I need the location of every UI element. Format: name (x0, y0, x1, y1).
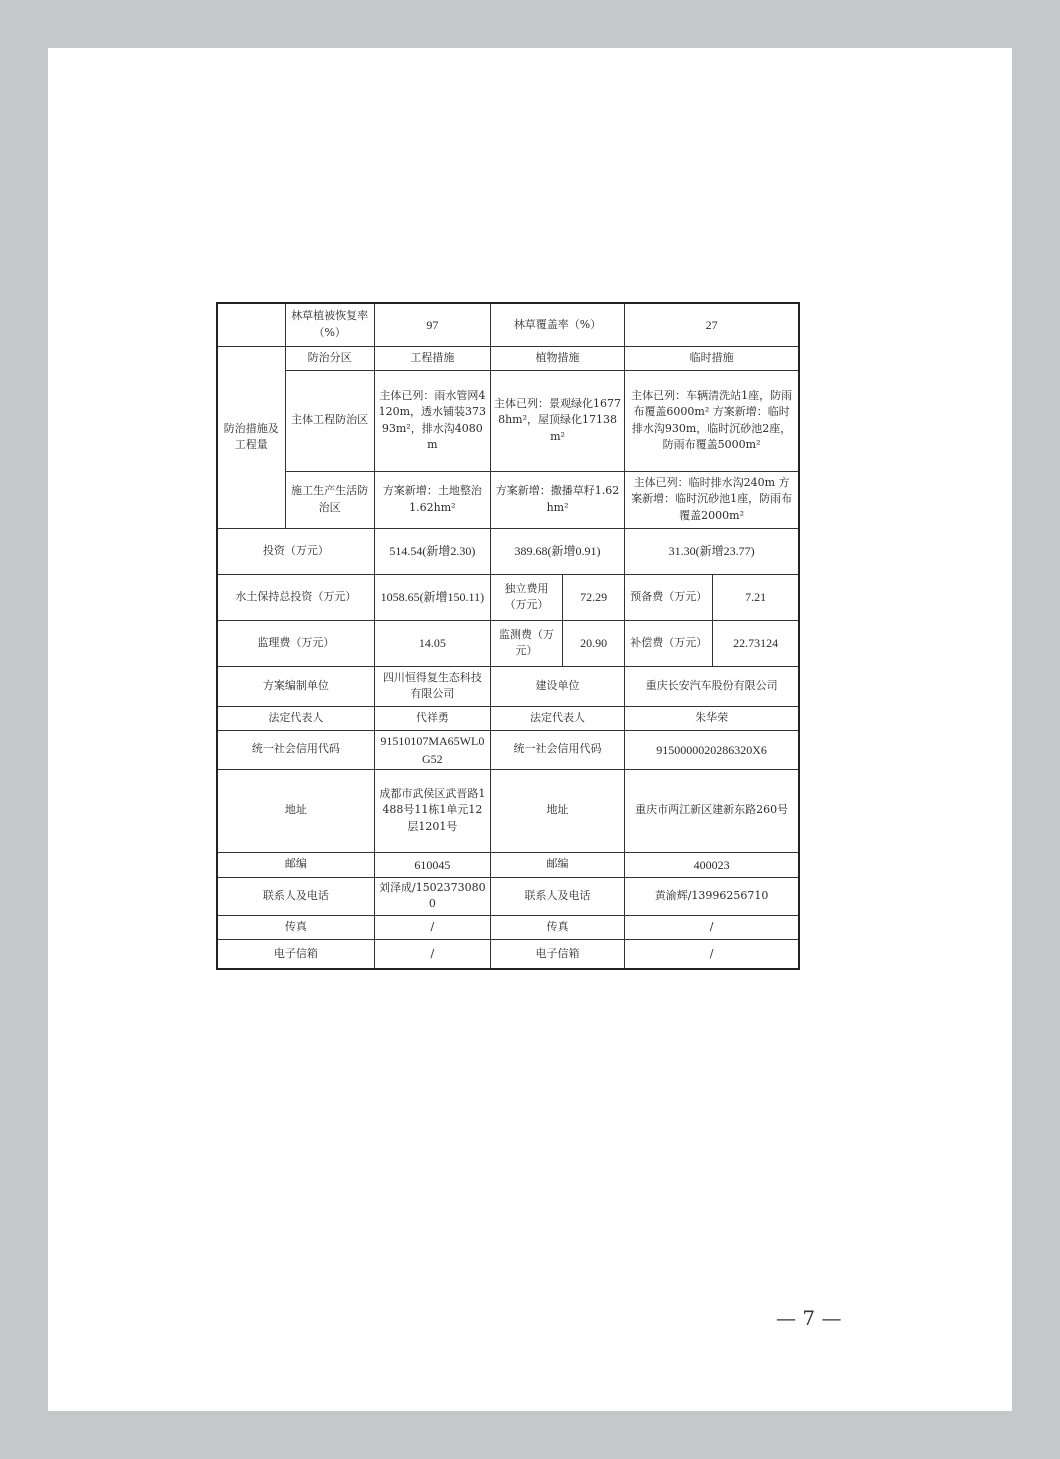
credit-code-value-2: 9150000020286320X6 (625, 730, 799, 769)
table-row (217, 706, 799, 730)
contact-label-2: 联系人及电话 (490, 877, 624, 915)
email-value: / (374, 939, 490, 969)
fax-value: / (374, 915, 490, 939)
table-row (217, 852, 799, 877)
independent-cost-label: 独立费用（万元） (490, 574, 562, 620)
soil-conservation-info-table (216, 302, 800, 970)
credit-code-value: 91510107MA65WL0G52 (374, 730, 490, 769)
vegetation-coverage-rate-label: 林草覆盖率（%） (490, 303, 624, 346)
contact-value-2: 黄渝辉/13996256710 (625, 877, 799, 915)
zone-header: 防治分区 (285, 346, 374, 370)
construction-zone: 施工生产生活防治区 (285, 471, 374, 528)
address-label: 地址 (217, 769, 374, 852)
main-engineering-measures: 主体已列：雨水管网4120m，透水铺装37393m²，排水沟4080m (374, 370, 490, 471)
postcode-value-2: 400023 (625, 852, 799, 877)
independent-cost-value: 72.29 (563, 574, 625, 620)
table-row (217, 370, 799, 471)
plan-compiler-label: 方案编制单位 (217, 666, 374, 706)
contact-label: 联系人及电话 (217, 877, 374, 915)
vegetation-coverage-rate-value: 27 (625, 303, 799, 346)
table-row (217, 528, 799, 574)
table-row (217, 303, 799, 346)
email-value-2: / (625, 939, 799, 969)
table-row (217, 769, 799, 852)
engineering-measures-header: 工程措施 (374, 346, 490, 370)
measures-label: 防治措施及工程量 (217, 346, 285, 528)
monitoring-fee-value: 20.90 (563, 620, 625, 666)
postcode-label-2: 邮编 (490, 852, 624, 877)
main-plant-measures: 主体已列：景观绿化16778hm²，屋顶绿化17138m² (490, 370, 624, 471)
credit-code-label-2: 统一社会信用代码 (490, 730, 624, 769)
supervision-fee-label: 监理费（万元） (217, 620, 374, 666)
page-number: — 7 — (776, 1306, 842, 1330)
total-investment-label: 水土保持总投资（万元） (217, 574, 374, 620)
table-row (217, 939, 799, 969)
plant-investment: 389.68(新增0.91) (490, 528, 624, 574)
compensation-fee-value: 22.73124 (713, 620, 799, 666)
vegetation-recovery-rate-value: 97 (374, 303, 490, 346)
monitoring-fee-label: 监测费（万元） (490, 620, 562, 666)
address-value: 成都市武侯区武晋路1488号11栋1单元12层1201号 (374, 769, 490, 852)
legal-rep-value: 代祥勇 (374, 706, 490, 730)
plant-measures-header: 植物措施 (490, 346, 624, 370)
credit-code-label: 统一社会信用代码 (217, 730, 374, 769)
construction-unit-label: 建设单位 (490, 666, 624, 706)
contact-value: 刘泽成/15023730800 (374, 877, 490, 915)
reserve-cost-label: 预备费（万元） (625, 574, 713, 620)
fax-label: 传真 (217, 915, 374, 939)
table-row (217, 877, 799, 915)
fax-value-2: / (625, 915, 799, 939)
legal-rep-label: 法定代表人 (217, 706, 374, 730)
fax-label-2: 传真 (490, 915, 624, 939)
reserve-cost-value: 7.21 (713, 574, 799, 620)
table-row (217, 915, 799, 939)
supervision-fee-value: 14.05 (374, 620, 490, 666)
temporary-measures-header: 临时措施 (625, 346, 799, 370)
legal-rep-label-2: 法定代表人 (490, 706, 624, 730)
address-value-2: 重庆市两江新区建新东路260号 (625, 769, 799, 852)
investment-label: 投资（万元） (217, 528, 374, 574)
construction-unit-value: 重庆长安汽车股份有限公司 (625, 666, 799, 706)
table-row (217, 471, 799, 528)
table-row (217, 574, 799, 620)
postcode-value: 610045 (374, 852, 490, 877)
plan-compiler-value: 四川恒得复生态科技有限公司 (374, 666, 490, 706)
table-row (217, 666, 799, 706)
address-label-2: 地址 (490, 769, 624, 852)
email-label: 电子信箱 (217, 939, 374, 969)
engineering-investment: 514.54(新增2.30) (374, 528, 490, 574)
temporary-investment: 31.30(新增23.77) (625, 528, 799, 574)
table-row (217, 346, 799, 370)
email-label-2: 电子信箱 (490, 939, 624, 969)
construction-plant-measures: 方案新增：撒播草籽1.62hm² (490, 471, 624, 528)
compensation-fee-label: 补偿费（万元） (625, 620, 713, 666)
empty-cell (217, 303, 285, 346)
table-row (217, 620, 799, 666)
construction-temporary-measures: 主体已列：临时排水沟240m 方案新增：临时沉砂池1座，防雨布覆盖2000m² (625, 471, 799, 528)
document-page (48, 48, 1012, 1411)
construction-engineering-measures: 方案新增：土地整治1.62hm² (374, 471, 490, 528)
vegetation-recovery-rate-label: 林草植被恢复率（%） (285, 303, 374, 346)
legal-rep-value-2: 朱华荣 (625, 706, 799, 730)
postcode-label: 邮编 (217, 852, 374, 877)
main-temporary-measures: 主体已列：车辆清洗站1座，防雨布覆盖6000m² 方案新增：临时排水沟930m，临时沉砂池2座，防雨布覆盖5000m² (625, 370, 799, 471)
table-row (217, 730, 799, 769)
total-investment-value: 1058.65(新增150.11) (374, 574, 490, 620)
main-project-zone: 主体工程防治区 (285, 370, 374, 471)
